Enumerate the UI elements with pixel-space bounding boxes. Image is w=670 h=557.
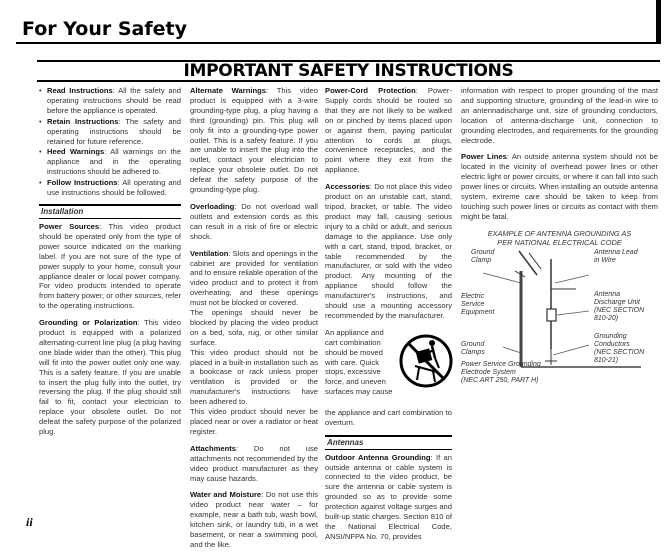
paragraph-head: Attachments [190, 443, 236, 453]
paragraph-head: Overloading [190, 201, 235, 211]
column-1 [39, 86, 181, 444]
column-4 [461, 86, 658, 385]
ventilation-paragraph-2: The openings should never be blocked by placing the video product on a bed, sofa, rug, or other similar surface. [190, 308, 318, 347]
paragraph-text: : Do not use attachments not recommended by the video product manufacturer as they may cause hazards. [190, 443, 318, 483]
ground-clamp-label: Ground Clamp [471, 248, 495, 264]
caption-line-1: EXAMPLE OF ANTENNA GROUNDING AS [487, 228, 632, 238]
paragraph-text: : If an outside antenna or cable system is connected to the video product, be sure the antenna or cable system is grounded so as to provide some protection against voltage surges and built-up static charges. Section 810 of the National Electrical Code, ANSI/NFPA No. 70, provides [325, 452, 452, 541]
paragraph-head: Accessories [325, 182, 370, 192]
power-service-label: Power Service Grounding Electrode System (NEC ART 250, PART H) [461, 360, 541, 385]
discharge-unit-label: Antenna Discharge Unit (NEC SECTION 810-20) [594, 290, 645, 323]
header-rule-tick [656, 0, 661, 44]
grounding-conductors-label: Grounding Conductors (NEC SECTION 810-21) [594, 332, 645, 365]
paragraph-text: : Do not place this video product on an unstable cart, stand, tripod, bracket, or table. The video product may fall, causing serious injury to a child or adult, and serious damage to the appliance. Use only with a cart, stand, tripod, bracket, or table recommended by the manufacturer, or sold with the video product. Any mounting of the appliance should follow the manufacturer's instructions, and should use a mounting accessory recommended by the manufacturer. [325, 182, 452, 320]
bullet-heed [39, 147, 181, 177]
instruction-bullets [39, 86, 181, 198]
alternate-warnings-paragraph [190, 86, 318, 195]
installation-heading: Installation [39, 204, 181, 219]
bullet-text: : All operating and use instructions should be followed. [47, 178, 182, 198]
column-3 [325, 86, 452, 549]
bullet-read [39, 86, 181, 116]
grounding-paragraph [39, 318, 181, 437]
cart-tipover-icon [399, 328, 453, 394]
bullet-text: : All warnings on the appliance and in the operating instructions should be adhered to. [47, 147, 181, 177]
bullet-head: Read Instructions [47, 86, 113, 95]
power-lines-paragraph [461, 152, 658, 221]
paragraph-head: Ventilation [190, 248, 229, 258]
overloading-paragraph [190, 202, 318, 242]
page-header [16, 0, 661, 44]
attachments-paragraph [190, 444, 318, 484]
grounding-info-paragraph: information with respect to proper grounding of the mast and supporting structure, grounding of the lead-in wire to an antennadischarge unit, size of grounding conductors, location of antenna-discharge unit, connection to grounding electrodes, and requirements for the grounding electrode. [461, 86, 658, 145]
paragraph-text: : Do not overload wall outlets and extension cords as this can result in a risk of fire or electric shock. [190, 201, 318, 241]
bullet-retain [39, 117, 181, 147]
antenna-figure-caption [461, 229, 658, 247]
cart-warning-block [325, 328, 452, 406]
antenna-grounding-diagram [461, 248, 658, 385]
ground-clamps-label: Ground Clamps [461, 340, 485, 356]
ventilation-paragraph-4: This video product should never be placed near or over a radiator or heat register. [190, 407, 318, 436]
page-title: For Your Safety [22, 18, 187, 40]
cart-warning-text-2: the appliance and cart combination to overturn. [325, 407, 452, 427]
paragraph-head: Outdoor Antenna Grounding [325, 452, 431, 462]
paragraph-head: Power Sources [39, 221, 100, 231]
bullet-head: Heed Warnings [47, 147, 105, 157]
electric-service-label: Electric Service Equipment [461, 292, 495, 317]
bullet-head: Follow Instructions [47, 178, 118, 188]
column-2 [190, 86, 318, 557]
antennas-heading: Antennas [325, 435, 452, 450]
paragraph-head: Power-Cord Protection [325, 86, 416, 95]
bullet-follow [39, 178, 181, 198]
ventilation-paragraph-3: This video product should not be placed in a built-in installation such as a bookcase or rack unless proper ventilation is provided or the manufacturer's instructions have been adhered to. [190, 347, 318, 407]
ventilation-paragraph [190, 249, 318, 308]
cart-warning-text: An appliance and cart combination should be moved with care. Quick stops, excessive force, and uneven surfaces may cause [325, 327, 393, 397]
bullet-text: : The safety and operating instructions should be retained for future reference. [47, 116, 181, 146]
section-banner [37, 60, 660, 82]
outdoor-antenna-paragraph [325, 453, 452, 542]
paragraph-text: : This video product is equipped with a 3-wire grounding-type plug, a plug having a third (grounding) pin. This plug will only fit into a grounding-type power outlet. This is a safety feature. If you are unable to insert the plug into the outlet, contact your electrician to replace your obsolete outlet. Do not defeat the safety purpose of the grounding-type plug. [190, 86, 318, 195]
paragraph-text: : This video product should be operated only from the type of power source indicated on the marking label. If you are not sure of the type of power supply to your home, consult your appliance dealer or local power company. For video products intended to operate from battery power, or other sources, refer to the operating instructions. [39, 221, 181, 311]
paragraph-head: Power Lines [461, 152, 507, 162]
paragraph-head: Grounding or Polarization [39, 318, 138, 328]
page-number: ii [26, 515, 33, 529]
power-cord-paragraph [325, 86, 452, 175]
power-sources-paragraph [39, 222, 181, 311]
water-paragraph [190, 490, 318, 549]
paragraph-head: Water and Moisture [190, 490, 262, 500]
paragraph-text: : This video product is equipped with a polarized alternating-current line plug (a plug having one blade wider than the other). This plug will fit into the power outlet only one way. This is a safety feature. If you are unable to insert the plug fully into the outlet, try reversing the plug. If the plug should still fail to fit, contact your electrician to replace your obsolete outlet. Do not defeat the safety purpose of the polarized plug. [39, 318, 181, 437]
banner-title: IMPORTANT SAFETY INSTRUCTIONS [183, 61, 514, 81]
bullet-head: Retain Instructions [47, 116, 119, 126]
bullet-text: : All the safety and operating instructions should be read before the appliance is operated. [47, 86, 181, 115]
accessories-paragraph [325, 182, 452, 321]
antenna-lead-label: Antenna Lead in Wire [594, 248, 638, 264]
paragraph-head: Alternate Warnings [190, 86, 266, 95]
paragraph-text: : Power-Supply cords should be routed so that they are not likely to be walked on or pinched by items placed upon or against them, paying particular attention to cords at plugs, convenience receptacles, and the point where they exit from the appliance. [325, 86, 452, 175]
caption-line-2: PER NATIONAL ELECTRICAL CODE [497, 237, 622, 247]
paragraph-text: : An outside antenna system should not be located in the vicinity of overhead power lines or other electric light or power circuits, or where it can fall into such power lines or circuits. When installing an outside antenna system, extreme care should be taken to keep from touching such power lines or circuits as contact with them might be fatal. [461, 152, 658, 221]
paragraph-text: : Do not use this video product near water – for example, near a bath tub, wash bowl, kitchen sink, or laundry tub, in a wet basement, or near a swimming pool, and the like. [190, 490, 319, 549]
paragraph-text: : Slots and openings in the cabinet are provided for ventilation and to ensure reliable operation of the video product and to protect it from overheating, and these openings must not be blocked or covered. [190, 248, 318, 308]
